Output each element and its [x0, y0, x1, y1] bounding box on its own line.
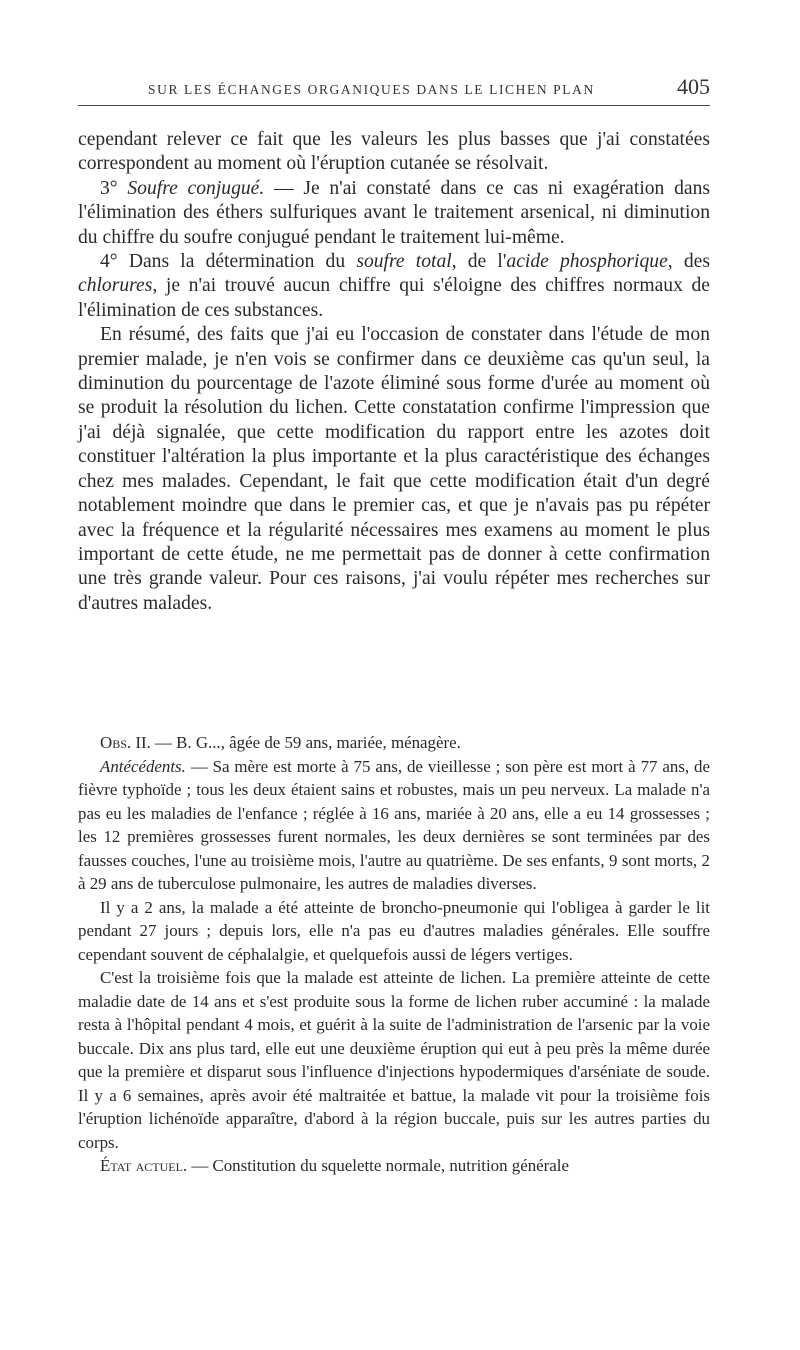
- italic-term: Soufre conjugué.: [127, 177, 265, 199]
- antecedents-paragraph: [78, 755, 710, 896]
- italic-term: soufre total: [356, 251, 452, 273]
- italic-term: chlorures: [78, 275, 153, 297]
- item-number: 4°: [100, 251, 118, 273]
- paragraph-text: — Sa mère est morte à 75 ans, de vieillesse ; son père est mort à 77 ans, de fièvre typhoïde ; tous les deux étaient sains et robustes, mais un peu nerveux. La malade n'a pas eu les maladies de l'enfance ; réglée à 16 ans, mariée à 20 ans, elle a eu 14 grossesses ; les 12 premières grossesses furent normales, les deux dernières se sont terminées par des fausses couches, l'une au troisième mois, l'autre au quatrième. De ses enfants, 9 sont morts, 2 à 29 ans de tuberculose pulmonaire, les autres de maladies diverses.: [78, 756, 710, 893]
- paragraph-text: C'est la troisième fois que la malade est atteinte de lichen. La première atteinte de cette maladie date de 14 ans et s'est produite sous la forme de lichen ruber accuminé : la malade resta à l'hôpital pendant 4 mois, et guérit à la suite de l'administration de l'arsenic par la voie buccale. Dix ans plus tard, elle eut une deuxième éruption qui eut à peu près la même durée que la première et disparut sous l'influence d'injections hypodermiques d'arséniate de soude. Il y a 6 semaines, après avoir été maltraitée et battue, la malade vit pour la troisième fois l'éruption lichénoïde apparaître, d'abord à la région buccale, puis sur les autres parties du corps.: [78, 968, 710, 1152]
- paragraph-text: — Je n'ai constaté dans ce cas ni exagération dans l'élimination des éthers sulfuriques avant le traitement arsenical, ni diminution du chiffre du soufre conjugué pendant le traitement lui-même.: [78, 177, 710, 248]
- paragraph-soufre-total: [78, 250, 710, 323]
- paragraph-text: , de l': [451, 251, 507, 273]
- paragraph-text: cependant relever ce fait que les valeurs les plus basses que j'ai constatées correspondent au moment où l'éruption cutanée se résolvait.: [78, 129, 710, 175]
- header-rule: [78, 105, 710, 106]
- running-title: SUR LES ÉCHANGES ORGANIQUES DANS LE LICHEN PLAN: [148, 82, 595, 97]
- observation-section: [78, 731, 710, 1178]
- page-header: [78, 74, 710, 100]
- etat-actuel-paragraph: [78, 1154, 710, 1178]
- paragraph-text: En résumé, des faits que j'ai eu l'occasion de constater dans l'étude de mon premier malade, je n'en vois se confirmer dans ce deuxième cas qu'un seul, la diminution du pourcentage de l'azote éliminé sous forme d'urée au moment où se produit la résolution du lichen. Cette constatation confirme l'impression que j'ai déjà signalée, que cette modification du rapport entre les azotes doit constituer l'altération la plus importante et la plus caractéristique des échanges chez mes malades. Cependant, le fait que cette modification était d'un degré notablement moindre que dans le premier cas, et que je n'avais pas pu répéter avec la fréquence et la régularité nécessaires mes examens au moment le plus important de cette étude, ne me permettait pas de donner à cette confirmation une très grande valeur. Pour ces raisons, j'ai voulu répéter mes recherches sur d'autres malades.: [78, 324, 710, 614]
- paragraph-continuation: [78, 128, 710, 177]
- etat-actuel-label: État actuel.: [100, 1156, 188, 1175]
- paragraph-text: — Constitution du squelette normale, nutrition générale: [187, 1156, 569, 1175]
- paragraph-soufre-conjugue: [78, 177, 710, 250]
- paragraph-text: — B. G..., âgée de 59 ans, mariée, ménagère.: [150, 733, 461, 752]
- paragraph-text: , des: [667, 251, 710, 273]
- observation-label: Obs. II.: [100, 733, 151, 752]
- antecedents-label: Antécédents.: [100, 756, 186, 776]
- italic-term: acide phosphorique: [506, 251, 668, 273]
- item-number: 3°: [100, 177, 118, 199]
- page-number: 405: [677, 74, 710, 99]
- observation-heading: [78, 731, 710, 755]
- broncho-pneumonie-paragraph: [78, 896, 710, 967]
- main-text: [78, 128, 710, 616]
- paragraph-text: Dans la détermination du: [117, 251, 357, 273]
- paragraph-text: , je n'ai trouvé aucun chiffre qui s'éloigne des chiffres normaux de l'élimination de ces substances.: [78, 275, 710, 321]
- paragraph-text: Il y a 2 ans, la malade a été atteinte de broncho-pneumonie qui l'obligea à garder le lit pendant 27 jours ; depuis lors, elle n'a pas eu d'autres maladies générales. Elle souffre cependant souvent de céphalalgie, et quelquefois aussi de légers vertiges.: [78, 897, 710, 964]
- lichen-history-paragraph: [78, 966, 710, 1154]
- paragraph-resume: [78, 323, 710, 616]
